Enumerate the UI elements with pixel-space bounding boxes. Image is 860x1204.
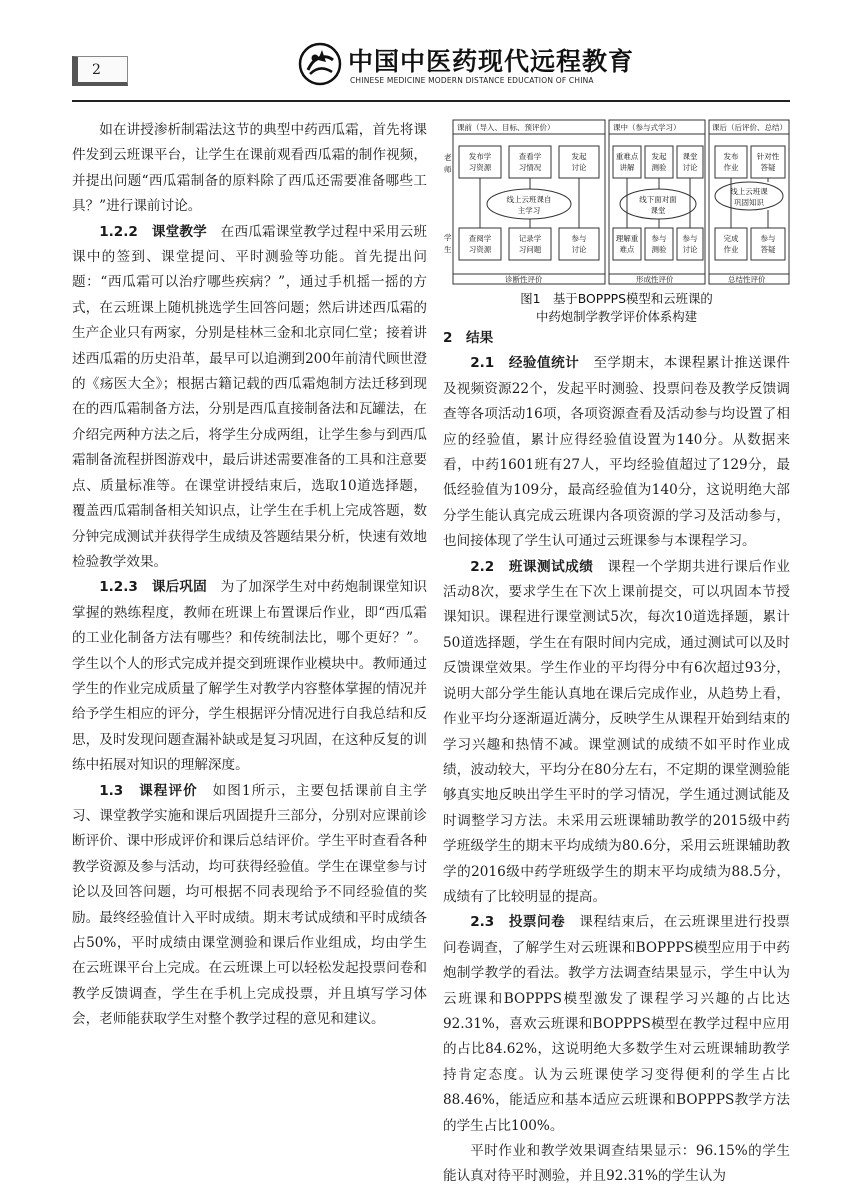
box-pre-teacher-2 <box>509 146 551 178</box>
section-paragraph <box>72 220 427 576</box>
box-pre-student-2 <box>509 228 551 260</box>
student-label-2: 生 <box>444 245 452 254</box>
label-pre-student-2a: 记录学 <box>518 234 542 243</box>
label-pre-student-1a: 查阅学 <box>468 234 492 243</box>
label-in-teacher-2a: 发起 <box>651 152 667 161</box>
teacher-label-2: 师 <box>444 165 452 174</box>
paragraph: 如在讲授渗析制霜法这节的典型中药西瓜霜，首先将课件发到云班课平台，让学生在课前观看西瓜霜的制作视频，并提出问题“西瓜霜制备的原料除了西瓜还需要准备哪些工具？”进行课前讨论。 <box>72 122 427 215</box>
box-post-student-2 <box>751 228 785 260</box>
phase-post-title: 课后（后评价、总结） <box>712 123 787 132</box>
label-in-student-1b: 难点 <box>619 245 635 254</box>
label-post-center-b: 巩固知识 <box>734 198 764 207</box>
label-in-teacher-3a: 课堂 <box>682 152 698 161</box>
label-pre-student-2b: 习问题 <box>518 245 542 254</box>
paragraph: 平时作业和教学效果调查结果显示：96.15%的学生能认真对待平时测验，并且92.31%的学生认为 <box>443 1143 790 1185</box>
label-pre-teacher-3b: 讨论 <box>571 163 587 172</box>
box-post-student-1 <box>715 228 747 260</box>
phase-pre-title: 课前（导入、目标、预评价） <box>457 123 555 132</box>
label-pre-teacher-1b: 习资源 <box>468 163 492 172</box>
label-post-teacher-2b: 答疑 <box>760 163 776 172</box>
right-column <box>443 118 790 1190</box>
journal-masthead <box>298 42 635 92</box>
section-paragraph <box>443 351 790 554</box>
label-in-student-3b: 讨论 <box>682 245 698 254</box>
section-paragraph <box>443 910 790 1139</box>
box-in-teacher-1 <box>613 146 641 178</box>
label-pre-teacher-2b: 习情况 <box>518 163 542 172</box>
section-body: 课程一个学期共进行课后作业活动8次，要求学生在下次上课前提交，可以巩固本节授课知识。课程进行课堂测试5次，每次10道选择题，累计50道选择题，学生在有限时间内完成，通过测试可以及时反馈课堂效果。学生作业的平均得分中有6次超过93分，说明大部分学生能认真地在课后完成作业，从趋势上看，作业平均分逐渐逼近满分，反映学生从课程开始到结束的学习兴趣和热情不减。课堂测试的成绩不如平时作业成绩，波动较大，平均分在80分左右，不定期的课堂测验能够真实地反映出学生平时的学习情况，学生通过测试能及时调整学习方法。未采用云班课辅助教学的2015级中药学班级学生的期末平均成绩为80.6分，采用云班课辅助教学的2016级中药学班级学生的期末平均成绩为88.5分，成绩有了比较明显的提高。 <box>443 558 791 905</box>
left-column <box>72 118 427 1033</box>
box-post-teacher-2 <box>751 146 785 178</box>
page-number: 2 <box>92 62 101 78</box>
section-body: 在西瓜霜课堂教学过程中采用云班课中的签到、课堂提问、平时测验等功能。首先提出问题：“西瓜霜可以治疗哪些疾病？”，通过手机摇一摇的方式，在云班课上随机挑选学生回答问题；然后讲述西瓜霜的生产企业只有两家，分别是桂林三金和北京同仁堂；接着讲述西瓜霜的历史沿革，最早可以追溯到200年前清代顾世澄的《疡医大全》；根据古籍记载的西瓜霜炮制方法迁移到现在的西瓜霜制备方法，分别是西瓜直接制备法和瓦罐法，在介绍完两种方法之后，将学生分成两组，让学生参与到西瓜霜制备流程拼图游戏中，最后讲述需要准备的工具和注意要点、质量标准等。在课堂讲授结束后，选取10道选择题，覆盖西瓜霜制备相关知识点，让学生在手机上完成答题，数分钟完成测试并获得学生成绩及答题结果分析，快速有效地检验教学效果。 <box>72 223 427 570</box>
label-in-teacher-2b: 测验 <box>651 163 667 172</box>
label-in-student-2a: 参与 <box>651 234 667 243</box>
label-pre-center-b: 主学习 <box>517 206 541 215</box>
label-in-student-2b: 测验 <box>651 245 667 254</box>
box-pre-teacher-1 <box>459 146 501 178</box>
section-paragraph <box>72 575 427 778</box>
section-body: 至学期末，本课程累计推送课件及视频资源22个，发起平时测验、投票问卷及教学反馈调查等各项活动16项，各项资源查看及活动参与均设置了相应的经验值，累计应得经验值设置为140分。从数据来看，中药1601班有27人，平均经验值超过了129分，最低经验值为109分，最高经验值为140分，这说明绝大部分学生能认真完成云班课内各项资源的学习及活动参与，也间接体现了学生认可通过云班课参与本课程学习。 <box>443 355 790 550</box>
section-heading: 2.2 班课测试成绩 <box>470 558 594 575</box>
label-post-teacher-2a: 针对性 <box>756 152 780 161</box>
section-body: 课程结束后，在云班课里进行投票问卷调查，了解学生对云班课和BOPPPS模型应用于中药炮制学教学的看法。教学方法调查结果显示，学生中认为云班课和BOPPPS模型激发了课程学习兴趣的占比达92.31%，喜欢云班课和BOPPPS模型在教学过程中应用的占比84.62%，这说明绝大多数学生对云班课辅助教学持肯定态度。认为云班课使学习变得便利的学生占比88.46%，能适应和基本适应云班课和BOPPPS教学方法的学生占比100%。 <box>443 914 790 1134</box>
label-in-student-3a: 参与 <box>682 234 698 243</box>
label-post-student-1a: 完成 <box>723 234 739 243</box>
label-in-teacher-1b: 讲解 <box>619 163 635 172</box>
label-in-teacher-3b: 讨论 <box>682 163 698 172</box>
figure-caption-line2: 中药炮制学教学评价体系构建 <box>535 309 698 324</box>
header-divider <box>72 100 790 102</box>
journal-title-cn: 中国中医药现代远程教育 <box>348 47 635 76</box>
label-post-student-1b: 作业 <box>723 245 739 254</box>
figure-caption <box>443 290 790 326</box>
label-post-student-2a: 参与 <box>760 234 776 243</box>
pre-eval-label: 诊断性评价 <box>505 275 543 284</box>
figure-diagram <box>443 118 790 286</box>
label-post-teacher-1a: 发布 <box>723 152 739 161</box>
student-label-1: 学 <box>444 233 452 242</box>
figure-evaluation-system <box>443 118 790 286</box>
label-pre-student-3b: 讨论 <box>571 245 587 254</box>
section-paragraph <box>72 779 427 1033</box>
label-post-student-2b: 答疑 <box>760 245 776 254</box>
journal-title-en: CHINESE MEDICINE MODERN DISTANCE EDUCATION OF CHINA <box>350 76 594 85</box>
section-body: 如图1所示，主要包括课前自主学习、课堂教学实施和课后巩固提升三部分，分别对应课前诊断评价、课中形成评价和课后总结评价。学生平时查看各种教学资源及参与活动，均可获得经验值。学生在课堂参与讨论以及回答问题，均可根据不同表现给予不同经验值的奖励。最终经验值计入平时成绩。期末考试成绩和平时成绩各占50%，平时成绩由课堂测验和课后作业组成，均由学生在云班课平台上完成。在云班课上可以轻松发起投票问卷和教学反馈调查，学生在手机上完成投票，并且填写学习体会，老师能获取学生对整个教学过程的意见和建议。 <box>72 782 427 1028</box>
box-in-student-2 <box>645 228 673 260</box>
label-in-student-1a: 理解重 <box>615 234 639 243</box>
in-eval-label: 形成性评价 <box>636 275 674 284</box>
label-in-teacher-1a: 重难点 <box>615 152 639 161</box>
teacher-label-1: 老 <box>444 153 452 162</box>
label-pre-teacher-3a: 发起 <box>571 152 587 161</box>
label-pre-student-3a: 参与 <box>571 234 587 243</box>
box-in-student-3 <box>677 228 703 260</box>
label-pre-teacher-2a: 查看学 <box>518 152 542 161</box>
box-in-teacher-2 <box>645 146 673 178</box>
label-in-center-b: 课堂 <box>650 206 666 215</box>
label-pre-teacher-1a: 发布学 <box>468 152 492 161</box>
page-header <box>0 0 860 100</box>
label-pre-student-1b: 习资源 <box>468 245 492 254</box>
section-heading: 2.1 经验值统计 <box>470 355 580 372</box>
label-post-teacher-1b: 作业 <box>723 163 739 172</box>
section-heading: 2.3 投票问卷 <box>470 914 566 931</box>
box-post-teacher-1 <box>715 146 747 178</box>
label-post-center-a: 线上云班课 <box>730 187 768 196</box>
journal-logo-icon <box>298 42 342 86</box>
figure-caption-line1: 图1 基于BOPPPS模型和云班课的 <box>520 291 713 306</box>
phase-in-title: 课中（参与式学习） <box>613 123 681 132</box>
section-heading: 1.2.2 课堂教学 <box>99 223 207 240</box>
box-pre-teacher-3 <box>559 146 599 178</box>
box-in-student-1 <box>613 228 641 260</box>
box-in-teacher-3 <box>677 146 703 178</box>
section-heading: 1.3 课程评价 <box>99 782 198 799</box>
label-in-center-a: 线下面对面 <box>639 195 677 204</box>
section-body: 为了加深学生对中药炮制课堂知识掌握的熟练程度，教师在班课上布置课后作业，即“西瓜霜的工业化制备方法有哪些？和传统制法比，哪个更好？”。学生以个人的形式完成并提交到班课作业模块中。教师通过学生的作业完成质量了解学生对教学内容整体掌握的情况并给予学生相应的评分，学生根据评分情况进行自我总结和反思，及时发现问题查漏补缺或是复习巩固，在这种反复的训练中拓展对知识的理解深度。 <box>72 579 427 774</box>
box-pre-student-1 <box>459 228 501 260</box>
page-number-box <box>72 56 128 86</box>
label-pre-center-a: 线上云班课自 <box>506 195 552 204</box>
section-heading: 1.2.3 课后巩固 <box>99 579 207 596</box>
post-eval-label: 总结性评价 <box>728 275 766 284</box>
section-paragraph <box>443 555 790 911</box>
results-title: 2 结果 <box>443 330 494 346</box>
box-pre-student-3 <box>559 228 599 260</box>
